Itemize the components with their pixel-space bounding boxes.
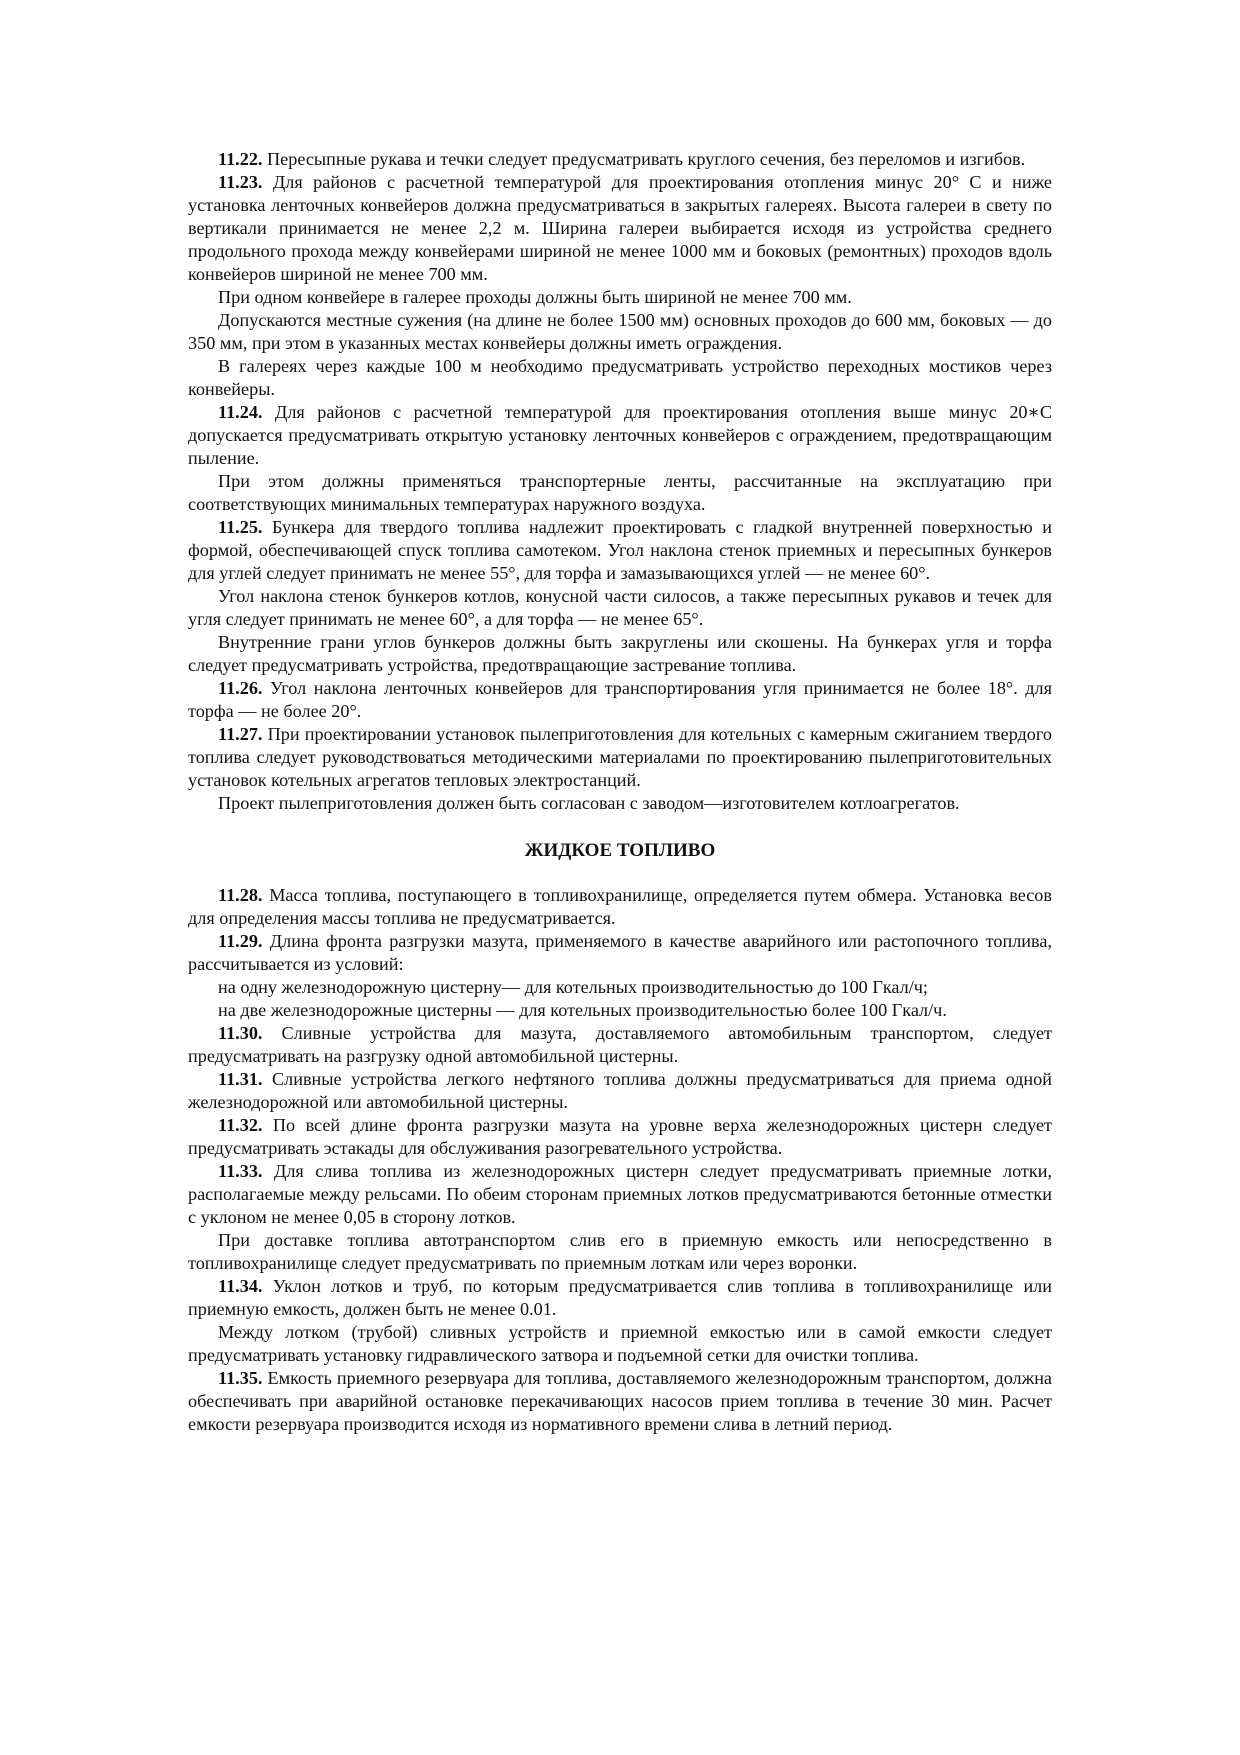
paragraph-text: В галереях через каждые 100 м необходимо предусматривать устройство переходных мостиков через конвейеры. (188, 356, 1052, 399)
paragraph-text: При одном конвейере в галерее проходы должны быть шириной не менее 700 мм. (218, 287, 852, 307)
clause-number: 11.31. (218, 1069, 263, 1089)
paragraph (188, 1160, 1052, 1229)
paragraph-text: Проект пылеприготовления должен быть согласован с заводом—изготовителем котлоагрегатов. (218, 793, 960, 813)
paragraph (188, 401, 1052, 470)
paragraph-text: на одну железнодорожную цистерну— для котельных производительностью до 100 Гкал/ч; (218, 977, 928, 997)
paragraph-text: Для районов с расчетной температурой для проектирования отопления выше минус 20∗С допускается предусматривать открытую установку ленточных конвейеров с ограждением, предотвращающим пыление. (188, 402, 1052, 468)
paragraph (188, 1367, 1052, 1436)
paragraph (188, 631, 1052, 677)
clause-number: 11.33. (218, 1161, 263, 1181)
paragraph-text: При доставке топлива автотранспортом слив его в приемную емкость или непосредственно в топливохранилище следует предусматривать по приемным лоткам или через воронки. (188, 1230, 1052, 1273)
paragraph (188, 355, 1052, 401)
clause-number: 11.35. (218, 1368, 263, 1388)
paragraph (188, 1275, 1052, 1321)
section-solid-fuel (188, 148, 1052, 815)
paragraph-text: Угол наклона ленточных конвейеров для транспортирования угля принимается не более 18°. для торфа — не более 20°. (188, 678, 1052, 721)
paragraph (188, 884, 1052, 930)
paragraph (188, 976, 1052, 999)
paragraph-text: Внутренние грани углов бункеров должны быть закруглены или скошены. На бункерах угля и торфа следует предусматривать устройства, предотвращающие застревание топлива. (188, 632, 1052, 675)
paragraph-text: Допускаются местные сужения (на длине не более 1500 мм) основных проходов до 600 мм, боковых — до 350 мм, при этом в указанных местах конвейеры должны иметь ограждения. (188, 310, 1052, 353)
paragraph (188, 677, 1052, 723)
paragraph (188, 148, 1052, 171)
paragraph (188, 286, 1052, 309)
paragraph (188, 1022, 1052, 1068)
paragraph-text: Для слива топлива из железнодорожных цистерн следует предусматривать приемные лотки, располагаемые между рельсами. По обеим сторонам приемных лотков предусматриваются бетонные отместки с уклоном не менее 0,05 в сторону лотков. (188, 1161, 1052, 1227)
clause-number: 11.30. (218, 1023, 263, 1043)
paragraph (188, 309, 1052, 355)
clause-number: 11.34. (218, 1276, 263, 1296)
paragraph (188, 792, 1052, 815)
paragraph-text: Масса топлива, поступающего в топливохранилище, определяется путем обмера. Установка весов для определения массы топлива не предусматривается. (188, 885, 1052, 928)
paragraph-text: Сливные устройства для мазута, доставляемого автомобильным транспортом, следует предусматривать на разгрузку одной автомобильной цистерны. (188, 1023, 1052, 1066)
clause-number: 11.24. (218, 402, 263, 422)
clause-number: 11.26. (218, 678, 263, 698)
clause-number: 11.22. (218, 149, 263, 169)
clause-number: 11.27. (218, 724, 263, 744)
paragraph-text: При этом должны применяться транспортерные ленты, рассчитанные на эксплуатацию при соответствующих минимальных температурах наружного воздуха. (188, 471, 1052, 514)
paragraph-text: Пересыпные рукава и течки следует предусматривать круглого сечения, без переломов и изгибов. (262, 149, 1026, 169)
clause-number: 11.32. (218, 1115, 263, 1135)
clause-number: 11.23. (218, 172, 263, 192)
paragraph-text: Угол наклона стенок бункеров котлов, конусной части силосов, а также пересыпных рукавов и течек для угля следует принимать не менее 60°, а для торфа — не менее 65°. (188, 586, 1052, 629)
paragraph (188, 516, 1052, 585)
clause-number: 11.25. (218, 517, 263, 537)
section-liquid-fuel (188, 884, 1052, 1436)
paragraph (188, 1114, 1052, 1160)
paragraph-text: Длина фронта разгрузки мазута, применяемого в качестве аварийного или растопочного топлива, рассчитывается из условий: (188, 931, 1052, 974)
paragraph-text: Бункера для твердого топлива надлежит проектировать с гладкой внутренней поверхностью и формой, обеспечивающей спуск топлива самотеком. Угол наклона стенок приемных и пересыпных бункеров для углей следует принимать не менее 55°, для торфа и замазывающихся углей — не менее 60°. (188, 517, 1052, 583)
document-page (188, 148, 1052, 1436)
paragraph (188, 930, 1052, 976)
paragraph (188, 171, 1052, 286)
paragraph (188, 585, 1052, 631)
paragraph (188, 1229, 1052, 1275)
paragraph (188, 1068, 1052, 1114)
paragraph-text: Уклон лотков и труб, по которым предусматривается слив топлива в топливохранилище или приемную емкость, должен быть не менее 0.01. (188, 1276, 1052, 1319)
paragraph-text: Сливные устройства легкого нефтяного топлива должны предусматриваться для приема одной железнодорожной или автомобильной цистерны. (188, 1069, 1052, 1112)
paragraph-text: Емкость приемного резервуара для топлива, доставляемого железнодорожным транспортом, должна обеспечивать при аварийной остановке перекачивающих насосов прием топлива в течение 30 мин. Расчет емкости резервуара производится исходя из нормативного времени слива в летний период. (188, 1368, 1052, 1434)
clause-number: 11.29. (218, 931, 263, 951)
paragraph (188, 470, 1052, 516)
paragraph-text: По всей длине фронта разгрузки мазута на уровне верха железнодорожных цистерн следует предусматривать эстакады для обслуживания разогревательного устройства. (188, 1115, 1052, 1158)
paragraph-text: на две железнодорожные цистерны — для котельных производительностью более 100 Гкал/ч. (218, 1000, 947, 1020)
paragraph-text: Между лотком (трубой) сливных устройств и приемной емкостью или в самой емкости следует предусматривать установку гидравлического затвора и подъемной сетки для очистки топлива. (188, 1322, 1052, 1365)
paragraph (188, 723, 1052, 792)
clause-number: 11.28. (218, 885, 263, 905)
paragraph (188, 999, 1052, 1022)
section-heading-liquid-fuel: ЖИДКОЕ ТОПЛИВО (524, 840, 716, 861)
paragraph-text: При проектировании установок пылеприготовления для котельных с камерным сжиганием твердого топлива следует руководствоваться методическими материалами по проектированию пылеприготовительных установок котельных агрегатов тепловых электростанций. (188, 724, 1052, 790)
paragraph-text: Для районов с расчетной температурой для проектирования отопления минус 20° С и ниже установка ленточных конвейеров должна предусматриваться в закрытых галереях. Высота галереи в свету по вертикали принимается не менее 2,2 м. Ширина галереи выбирается исходя из устройства среднего продольного прохода между конвейерами шириной не менее 1000 мм и боковых (ремонтных) проходов вдоль конвейеров шириной не менее 700 мм. (188, 172, 1052, 284)
paragraph (188, 1321, 1052, 1367)
